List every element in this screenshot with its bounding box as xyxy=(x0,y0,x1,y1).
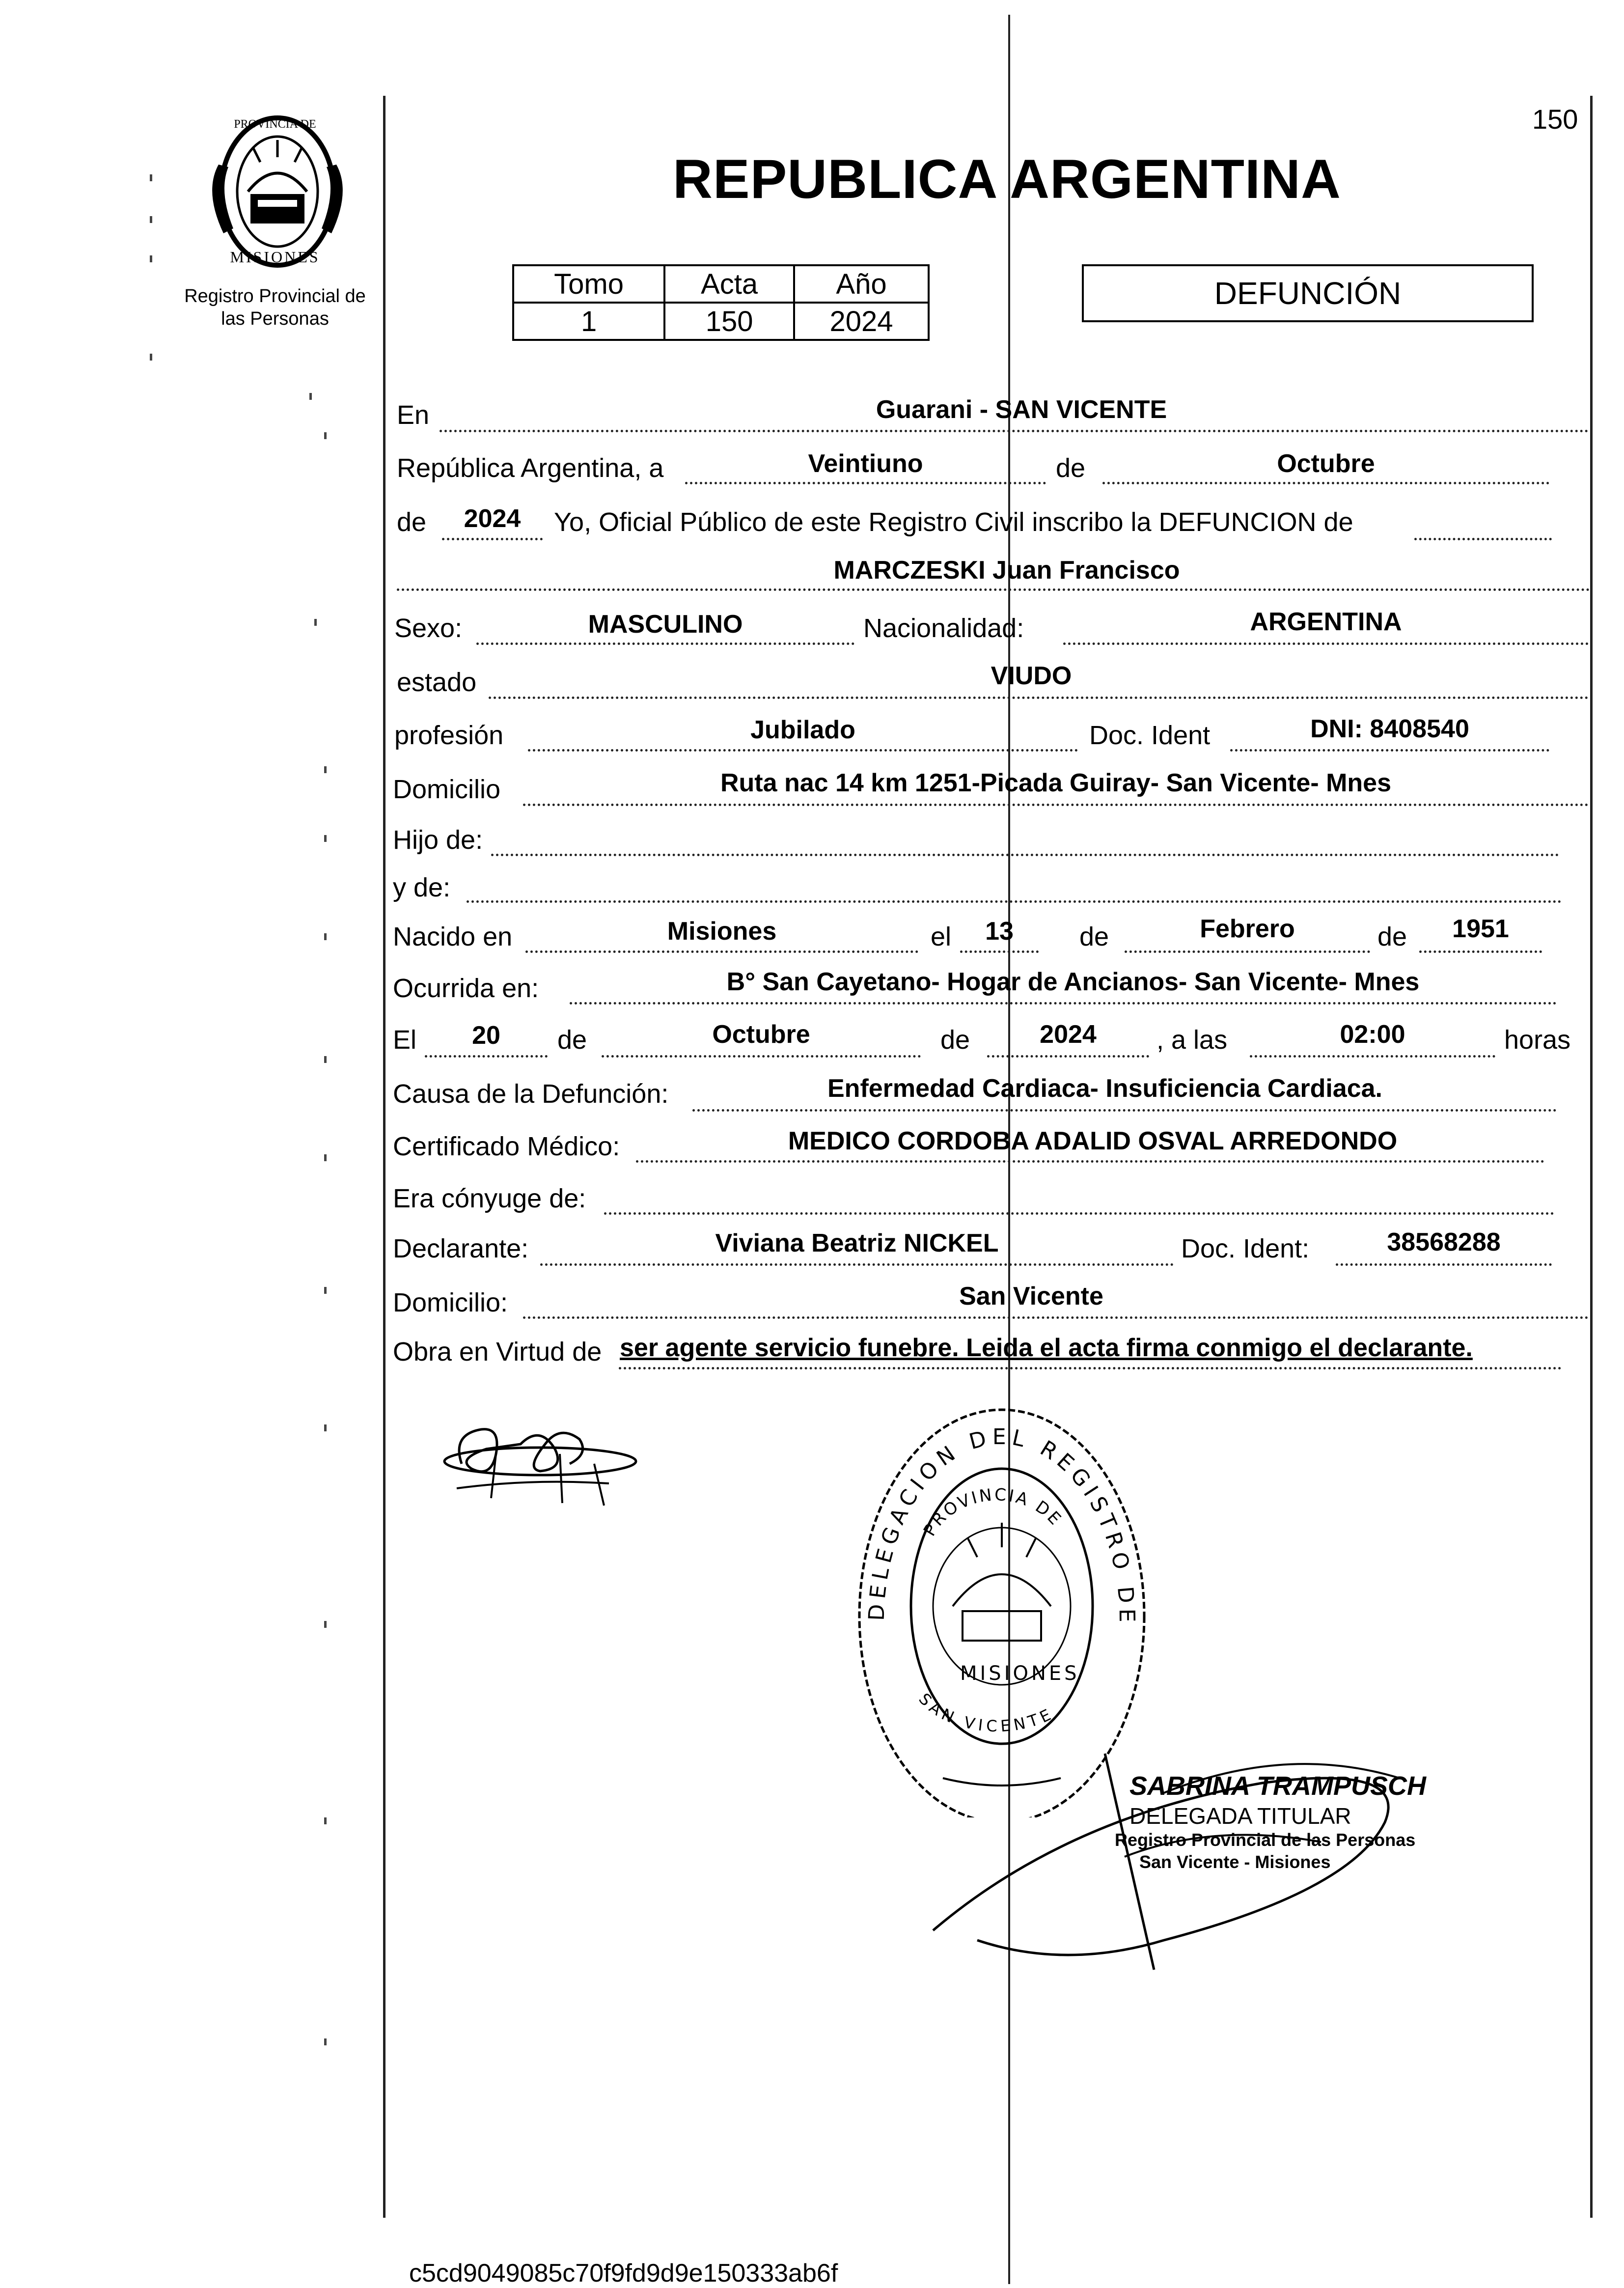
doc-ident-line xyxy=(1230,749,1549,752)
declarante-label: Declarante: xyxy=(393,1234,529,1263)
nac-dia-value: 13 xyxy=(985,917,1014,946)
nacionalidad-value: ARGENTINA xyxy=(1250,608,1402,636)
acta-value: 150 xyxy=(664,303,794,340)
doc-ident-value: DNI: 8408540 xyxy=(1310,715,1469,743)
margin-speck xyxy=(324,835,327,842)
decl-doc-label: Doc. Ident: xyxy=(1181,1234,1310,1263)
nac-de1-label: de xyxy=(1079,922,1109,951)
ocurrida-value: B° San Cayetano- Hogar de Ancianos- San Vicente- Mnes xyxy=(726,968,1420,996)
seal-inner-bottom: MISIONES xyxy=(960,1662,1080,1685)
def-anio-value: 2024 xyxy=(1040,1020,1097,1049)
profesion-line xyxy=(528,749,1078,752)
margin-speck xyxy=(150,354,152,361)
def-dia-line xyxy=(425,1055,548,1058)
dia-value: Veintiuno xyxy=(808,449,923,478)
seal-inner-top: PROVINCIA DE xyxy=(919,1485,1066,1540)
nac-de2-label: de xyxy=(1377,922,1407,951)
oficial-text: Yo, Oficial Público de este Registro Civil inscribo la DEFUNCION de xyxy=(554,507,1353,537)
margin-speck xyxy=(150,174,152,181)
conyuge-label: Era cónyuge de: xyxy=(393,1184,586,1213)
def-dia-value: 20 xyxy=(472,1021,500,1050)
conyuge-line xyxy=(604,1212,1554,1215)
anio-header: Año xyxy=(794,265,929,303)
nacido-line xyxy=(525,950,918,953)
anio-value: 2024 xyxy=(464,504,521,533)
margin-speck xyxy=(324,1056,327,1063)
estado-line xyxy=(489,697,1589,699)
domicilio-value: Ruta nac 14 km 1251-Picada Guiray- San Vicente- Mnes xyxy=(720,769,1392,797)
yde-label: y de: xyxy=(393,873,451,902)
def-de1-label: de xyxy=(557,1025,587,1055)
seal-bottom-text: SAN VICENTE xyxy=(915,1689,1057,1736)
margin-speck xyxy=(324,432,327,439)
de-anio-label: de xyxy=(397,507,427,537)
en-label: En xyxy=(397,400,430,430)
causa-label: Causa de la Defunción: xyxy=(393,1079,669,1109)
margin-speck xyxy=(324,766,327,773)
nac-anio-value: 1951 xyxy=(1452,915,1509,943)
nac-dia-line xyxy=(960,950,1039,953)
decl-doc-line xyxy=(1336,1263,1552,1266)
ocurrida-line xyxy=(570,1002,1557,1004)
decl-doc-value: 38568288 xyxy=(1387,1228,1501,1256)
margin-speck xyxy=(150,255,152,262)
nac-anio-line xyxy=(1419,950,1542,953)
yde-line xyxy=(467,900,1562,903)
a-las-label: , a las xyxy=(1156,1025,1228,1055)
en-value: Guarani - SAN VICENTE xyxy=(876,395,1167,424)
domicilio-line xyxy=(523,804,1589,806)
logo-text-top: PROVINCIA DE xyxy=(234,118,316,131)
hijo-label: Hijo de: xyxy=(393,825,483,855)
nacido-value: Misiones xyxy=(667,917,777,946)
margin-speck xyxy=(324,2038,327,2045)
horas-label: horas xyxy=(1504,1025,1571,1055)
anio-line xyxy=(442,538,543,540)
def-hora-line xyxy=(1250,1055,1495,1058)
domicilio-label: Domicilio xyxy=(393,775,501,804)
margin-speck xyxy=(324,1154,327,1161)
seal-outer-text: DELEGACION DEL REGISTRO DE xyxy=(864,1424,1140,1627)
obra-value: ser agente servicio funebre. Leida el acta firma conmigo el declarante. xyxy=(620,1334,1473,1362)
declarante-value: Viviana Beatriz NICKEL xyxy=(715,1229,999,1257)
oficial-line xyxy=(1414,538,1552,540)
anio-value: 2024 xyxy=(794,303,929,340)
decl-domicilio-value: San Vicente xyxy=(959,1282,1103,1311)
el-label: El xyxy=(393,1025,417,1055)
decl-domicilio-line xyxy=(523,1316,1589,1319)
margin-speck xyxy=(324,1621,327,1628)
certificado-line xyxy=(636,1160,1544,1163)
registry-name-line2: las Personas xyxy=(221,308,329,329)
tomo-header: Tomo xyxy=(513,265,664,303)
declarant-signature xyxy=(442,1405,648,1518)
page-number: 150 xyxy=(1532,104,1578,135)
act-type-box xyxy=(1082,264,1534,322)
def-de2-label: de xyxy=(940,1025,970,1055)
margin-speck xyxy=(314,619,317,626)
en-line xyxy=(440,430,1589,432)
mes-value: Octubre xyxy=(1277,449,1375,478)
declarante-line xyxy=(540,1263,1174,1266)
nacionalidad-label: Nacionalidad: xyxy=(863,614,1024,643)
margin-speck xyxy=(309,393,312,400)
right-margin-line xyxy=(1590,96,1593,2218)
decl-domicilio-label: Domicilio: xyxy=(393,1288,508,1317)
mes-line xyxy=(1102,482,1549,484)
nombre-value: MARCZESKI Juan Francisco xyxy=(833,556,1180,585)
tomo-value: 1 xyxy=(513,303,664,340)
logo-text-bottom: MISIONES xyxy=(230,248,320,266)
nacido-label: Nacido en xyxy=(393,922,513,951)
obra-line xyxy=(619,1367,1562,1369)
nombre-line xyxy=(397,588,1590,591)
margin-speck xyxy=(324,1424,327,1431)
hijo-line xyxy=(491,854,1559,856)
doc-ident-label: Doc. Ident xyxy=(1089,721,1211,750)
certificado-value: MEDICO CORDOBA ADALID OSVAL ARREDONDO xyxy=(788,1127,1398,1155)
left-margin-line xyxy=(383,96,385,2218)
estado-label: estado xyxy=(397,668,477,697)
margin-speck xyxy=(150,216,152,223)
act-type-label: DEFUNCIÓN xyxy=(1214,276,1402,311)
nac-mes-value: Febrero xyxy=(1200,915,1295,943)
page-title: REPUBLICA ARGENTINA xyxy=(673,148,1341,210)
registrar-stamp-line1: Registro Provincial de las Personas xyxy=(1115,1830,1416,1850)
margin-speck xyxy=(324,1817,327,1824)
margin-speck xyxy=(324,933,327,940)
margin-speck xyxy=(324,1287,327,1294)
registry-name-line1: Registro Provincial de xyxy=(184,286,366,307)
causa-value: Enfermedad Cardiaca- Insuficiencia Cardiaca. xyxy=(827,1074,1382,1103)
profesion-value: Jubilado xyxy=(750,716,855,744)
document-hash: c5cd9049085c70f9fd9d9e150333ab6f xyxy=(409,2259,838,2288)
profesion-label: profesión xyxy=(394,721,504,750)
ocurrida-label: Ocurrida en: xyxy=(393,974,539,1003)
def-mes-value: Octubre xyxy=(712,1020,810,1049)
registrar-stamp-name: SABRINA TRAMPUSCH xyxy=(1129,1771,1426,1801)
acta-header: Acta xyxy=(664,265,794,303)
dia-line xyxy=(685,482,1046,484)
registrar-stamp-line2: San Vicente - Misiones xyxy=(1139,1852,1331,1872)
sexo-line xyxy=(476,642,854,645)
sexo-value: MASCULINO xyxy=(588,610,743,639)
def-mes-line xyxy=(602,1055,921,1058)
def-anio-line xyxy=(987,1055,1149,1058)
nacionalidad-line xyxy=(1063,642,1589,645)
def-hora-value: 02:00 xyxy=(1340,1020,1405,1049)
registrar-stamp-title: DELEGADA TITULAR xyxy=(1129,1803,1351,1829)
nacido-el-label: el xyxy=(931,922,952,951)
obra-label: Obra en Virtud de xyxy=(393,1337,602,1367)
nac-mes-line xyxy=(1125,950,1370,953)
certificado-label: Certificado Médico: xyxy=(393,1132,620,1161)
de-label: de xyxy=(1056,453,1086,483)
estado-value: VIUDO xyxy=(991,662,1072,690)
republica-label: República Argentina, a xyxy=(397,453,664,483)
sexo-label: Sexo: xyxy=(394,614,463,643)
tomo-acta-anio-table xyxy=(512,264,930,341)
causa-line xyxy=(692,1109,1557,1112)
